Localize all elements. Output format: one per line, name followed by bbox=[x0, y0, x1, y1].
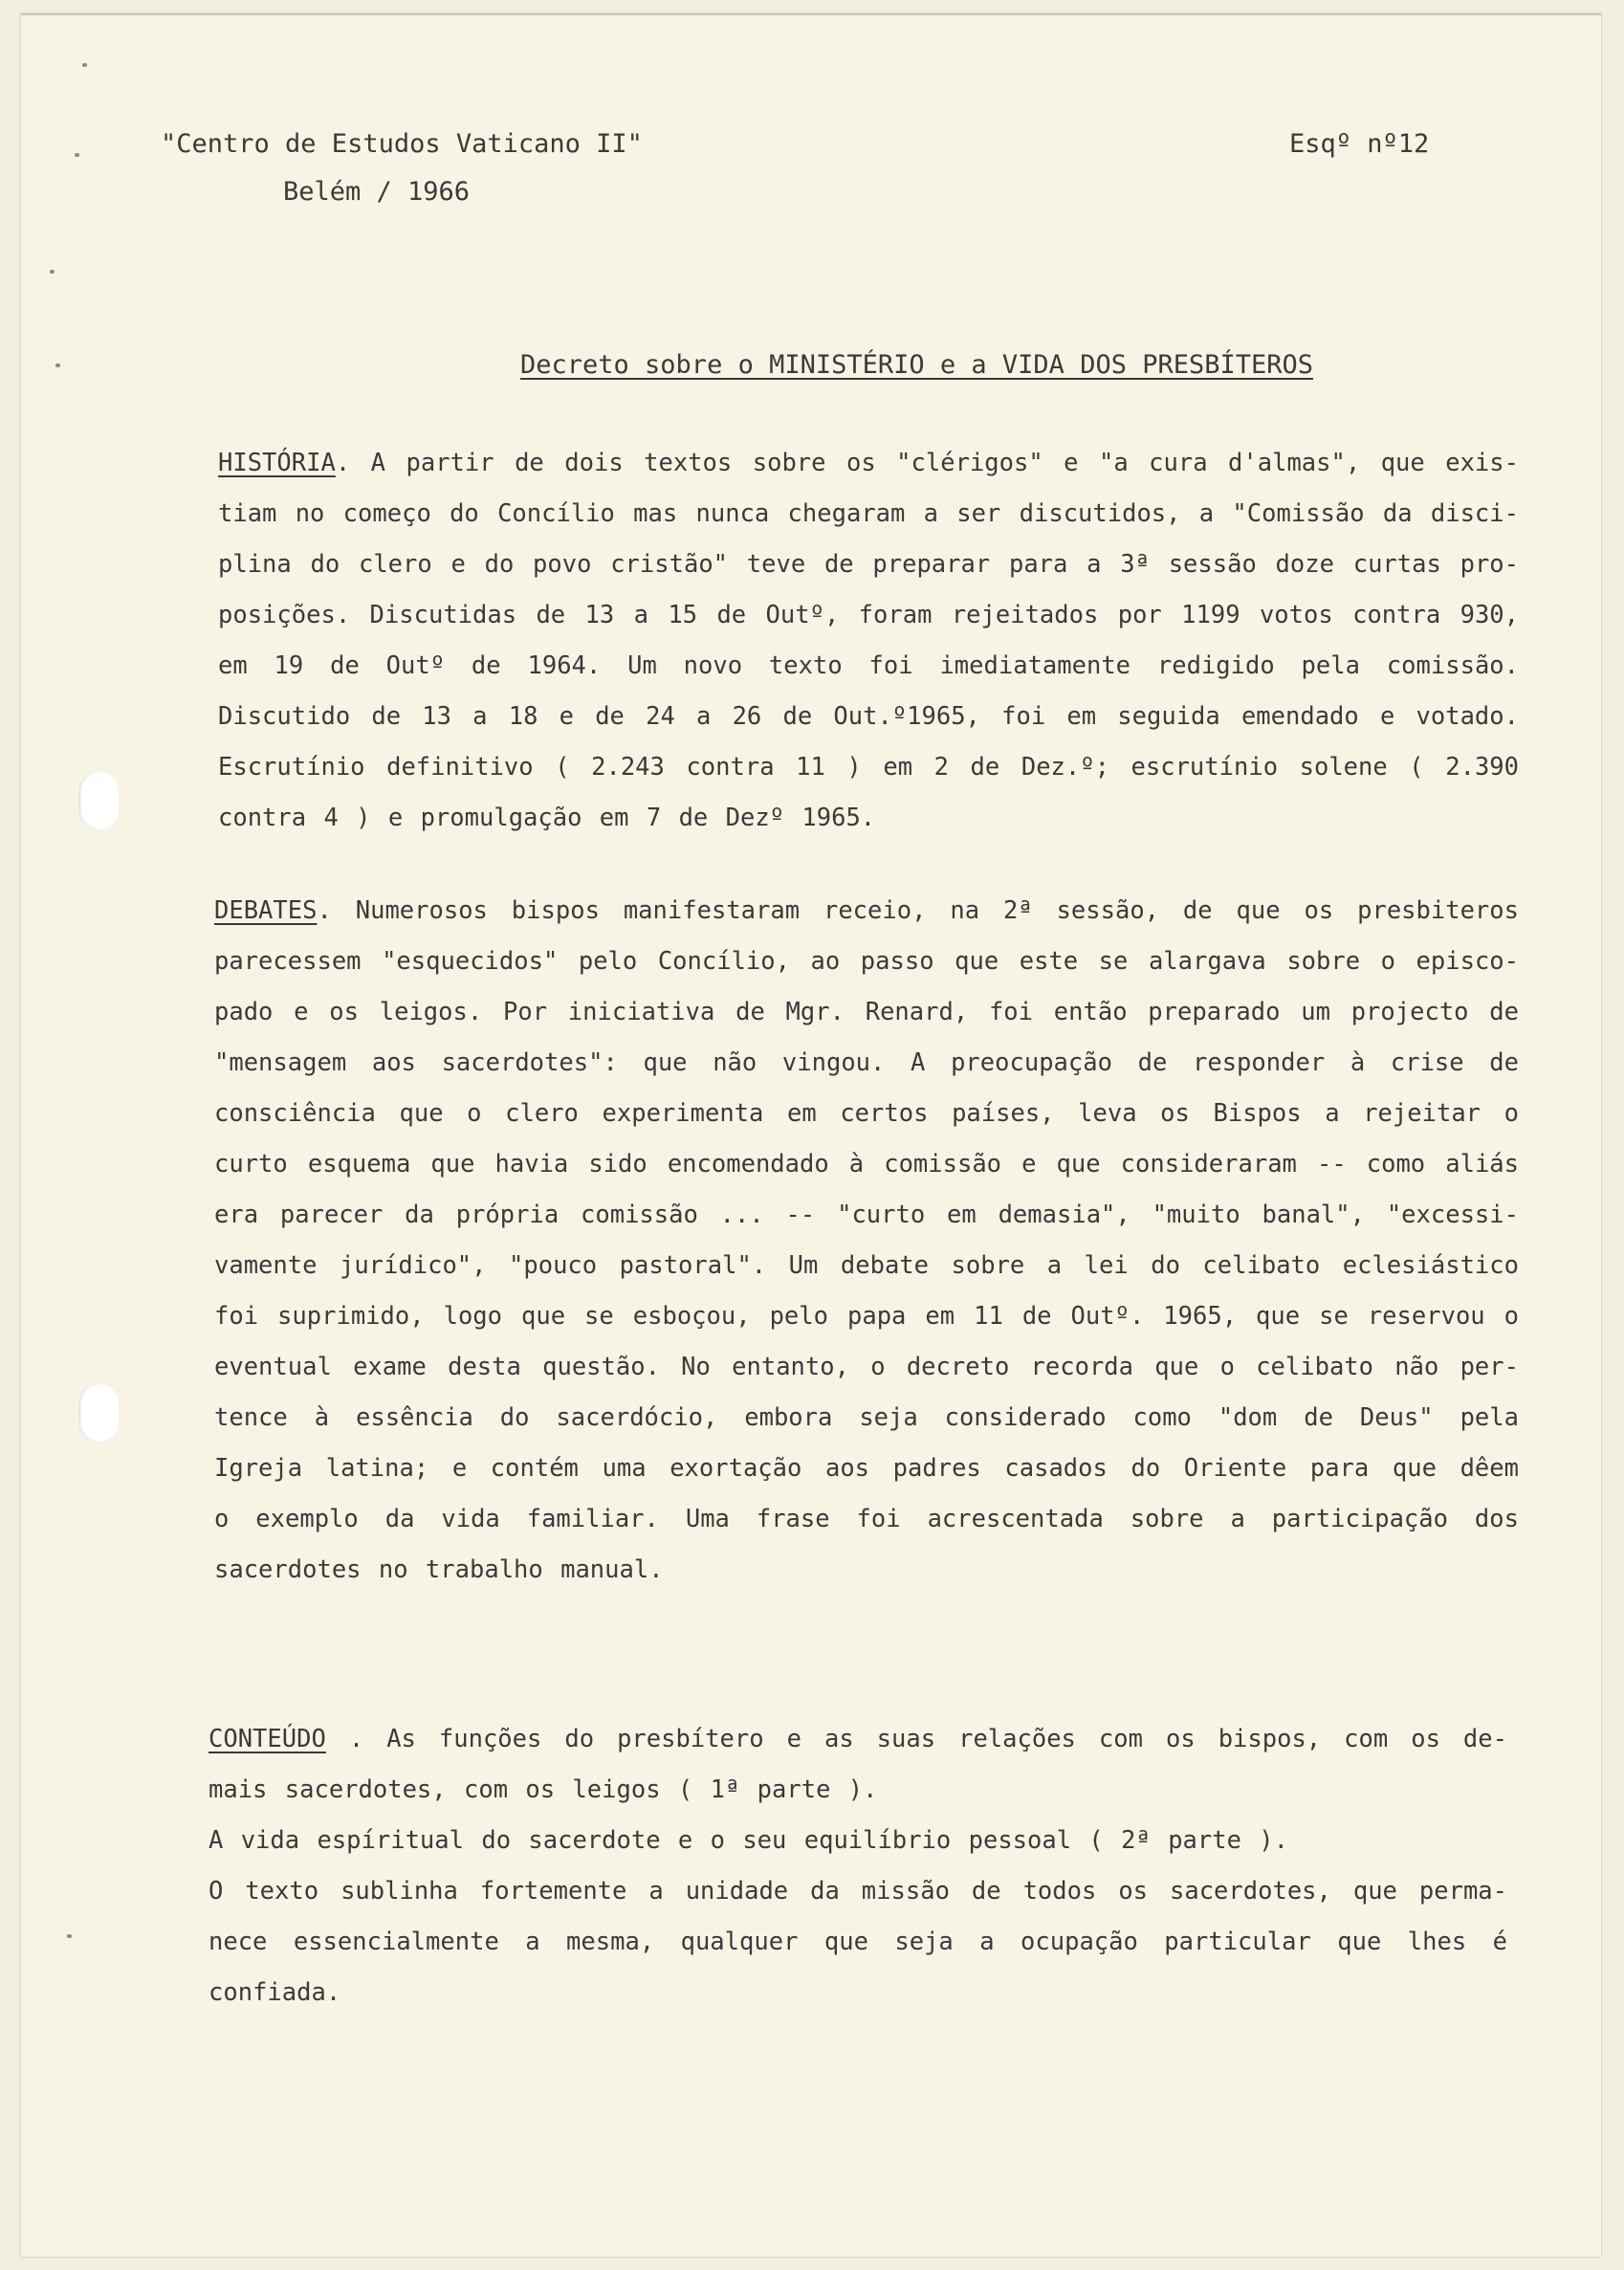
paragraph-line: CONTEÚDO . As funções do presbítero e as suas relações com os bispos, com os de- bbox=[208, 1725, 1507, 1753]
paragraph-line: nece essencialmente a mesma, qualquer que seja a ocupação particular que lhes é bbox=[208, 1928, 1507, 1956]
paragraph-line: contra 4 ) e promulgação em 7 de Dezº 1965. bbox=[218, 804, 876, 832]
paragraph-line: Escrutínio definitivo ( 2.243 contra 11 ) em 2 de Dez.º; escrutínio solene ( 2.390 bbox=[218, 753, 1519, 782]
institution-name: "Centro de Estudos Vaticano II" bbox=[161, 129, 643, 159]
paragraph-line: tence à essência do sacerdócio, embora seja considerado como "dom de Deus" pela bbox=[214, 1403, 1519, 1432]
paragraph-line: tiam no começo do Concílio mas nunca chegaram a ser discutidos, a "Comissão da disci- bbox=[218, 499, 1519, 528]
section-heading-historia: HISTÓRIA bbox=[218, 449, 336, 477]
paragraph-line: plina do clero e do povo cristão" teve de preparar para a 3ª sessão doze curtas pro- bbox=[218, 550, 1519, 579]
paragraph-line: parecessem "esquecidos" pelo Concílio, ao passo que este se alargava sobre o episco- bbox=[214, 947, 1519, 976]
document-page bbox=[21, 13, 1601, 2257]
paragraph-line: em 19 de Outº de 1964. Um novo texto foi imediatamente redigido pela comissão. bbox=[218, 651, 1519, 680]
paragraph-line: o exemplo da vida familiar. Uma frase foi acrescentada sobre a participação dos bbox=[214, 1505, 1519, 1533]
paragraph-line: "mensagem aos sacerdotes": que não vingou. A preocupação de responder à crise de bbox=[214, 1048, 1519, 1077]
paper-speck bbox=[75, 153, 79, 157]
place-date: Belém / 1966 bbox=[283, 177, 471, 207]
paper-speck bbox=[50, 270, 55, 274]
paragraph-line: posições. Discutidas de 13 a 15 de Outº, foram rejeitados por 1199 votos contra 930, bbox=[218, 601, 1519, 629]
top-rule bbox=[21, 13, 1601, 15]
paragraph-line: confiada. bbox=[208, 1978, 341, 2007]
paragraph-line: HISTÓRIA. A partir de dois textos sobre os "clérigos" e "a cura d'almas", que exis- bbox=[218, 449, 1519, 477]
paragraph-line: A vida espíritual do sacerdote e o seu equilíbrio pessoal ( 2ª parte ). bbox=[208, 1826, 1289, 1855]
paragraph-line: vamente jurídico", "pouco pastoral". Um debate sobre a lei do celibato eclesiástico bbox=[214, 1251, 1519, 1280]
paragraph-line: Discutido de 13 a 18 e de 24 a 26 de Out.º1965, foi em seguida emendado e votado. bbox=[218, 702, 1519, 731]
document-title: Decreto sobre o MINISTÉRIO e a VIDA DOS PRESBÍTEROS bbox=[520, 350, 1314, 380]
paragraph-line: O texto sublinha fortemente a unidade da missão de todos os sacerdotes, que perma- bbox=[208, 1877, 1507, 1906]
document-reference: Esqº nº12 bbox=[1289, 129, 1430, 159]
paragraph-line: DEBATES. Numerosos bispos manifestaram receio, na 2ª sessão, de que os presbiteros bbox=[214, 896, 1519, 925]
paragraph-line: sacerdotes no trabalho manual. bbox=[214, 1555, 664, 1584]
paragraph-line: Igreja latina; e contém uma exortação aos padres casados do Oriente para que dêem bbox=[214, 1454, 1519, 1483]
section-heading-conteudo: CONTEÚDO bbox=[208, 1725, 326, 1753]
section-heading-debates: DEBATES bbox=[214, 896, 318, 925]
paper-speck bbox=[55, 364, 60, 367]
punch-hole-lower bbox=[78, 1383, 119, 1443]
paragraph-line: foi suprimido, logo que se esboçou, pelo papa em 11 de Outº. 1965, que se reservou o bbox=[214, 1302, 1519, 1331]
section-debates bbox=[214, 886, 1519, 1596]
paragraph-line: curto esquema que havia sido encomendado à comissão e que consideraram -- como aliás bbox=[214, 1150, 1519, 1179]
punch-hole-upper bbox=[78, 771, 119, 830]
paragraph-line: mais sacerdotes, com os leigos ( 1ª parte ). bbox=[208, 1775, 878, 1804]
paragraph-line: pado e os leigos. Por iniciativa de Mgr. Renard, foi então preparado um projecto de bbox=[214, 998, 1519, 1026]
section-conteudo bbox=[208, 1714, 1507, 2018]
paper-speck bbox=[82, 63, 87, 67]
paper-speck bbox=[67, 1934, 72, 1938]
section-historia bbox=[218, 438, 1519, 844]
header-institution-block bbox=[161, 121, 735, 216]
paragraph-line: consciência que o clero experimenta em certos países, leva os Bispos a rejeitar o bbox=[214, 1099, 1519, 1128]
paragraph-line: era parecer da própria comissão ... -- "curto em demasia", "muito banal", "excessi- bbox=[214, 1201, 1519, 1229]
paragraph-line: eventual exame desta questão. No entanto, o decreto recorda que o celibato não per- bbox=[214, 1353, 1519, 1381]
